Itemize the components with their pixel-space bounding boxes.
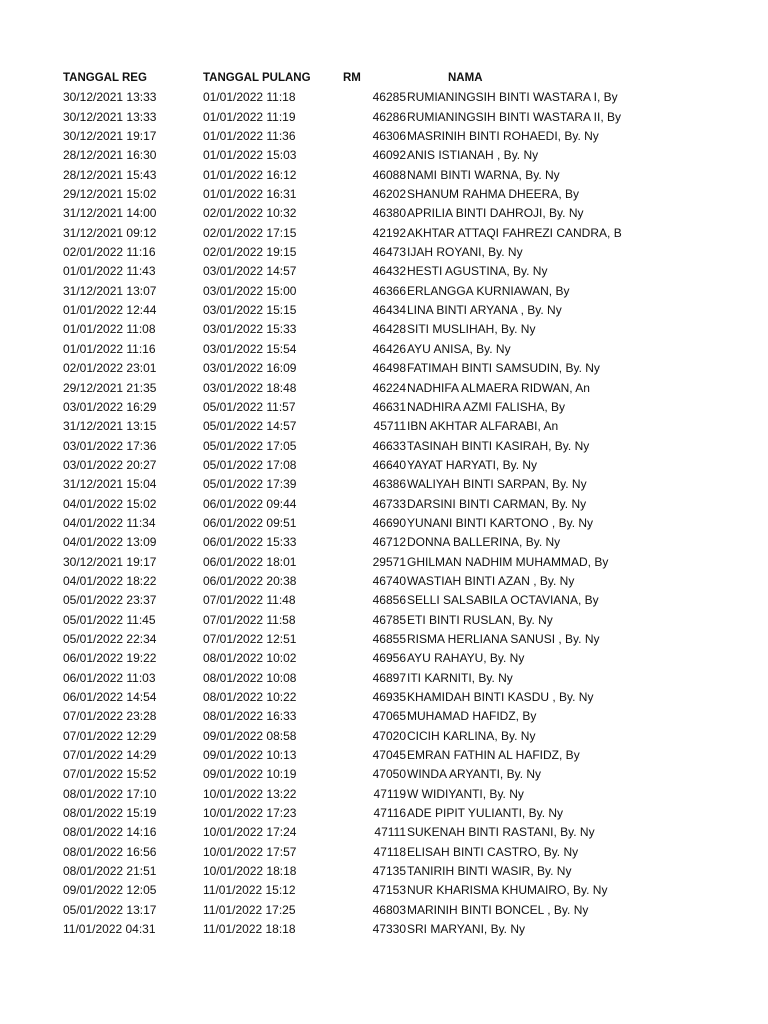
cell-tanggal-reg: 07/01/2022 15:52: [63, 767, 157, 782]
cell-tanggal-reg: 08/01/2022 16:56: [63, 844, 157, 859]
cell-tanggal-reg: 01/01/2022 11:16: [63, 341, 156, 356]
cell-rm: 47118: [373, 844, 406, 859]
cell-rm: 47050: [372, 767, 406, 782]
table-row: [0, 224, 768, 243]
table-row: [0, 475, 768, 494]
table-row: [0, 862, 768, 881]
table-row: [0, 282, 768, 301]
cell-rm: 46935: [372, 690, 406, 704]
table-row: [0, 688, 768, 707]
table-row: [0, 785, 768, 804]
cell-nama: AKHTAR ATTAQI FAHREZI CANDRA, B: [407, 225, 622, 240]
cell-nama: APRILIA BINTI DAHROJI, By. Ny: [407, 206, 584, 221]
cell-rm: 46428: [372, 322, 406, 337]
cell-tanggal-pulang: 05/01/2022 11:57: [203, 399, 296, 414]
cell-tanggal-pulang: 10/01/2022 17:57: [203, 844, 297, 859]
cell-rm: 46202: [372, 187, 406, 202]
table-row: [0, 514, 768, 533]
cell-tanggal-reg: 31/12/2021 13:07: [63, 283, 157, 298]
cell-tanggal-pulang: 03/01/2022 15:15: [203, 303, 297, 318]
table-row: [0, 707, 768, 726]
table-row: [0, 437, 768, 456]
column-header-tanggal-pulang: TANGGAL PULANG: [203, 72, 311, 84]
cell-tanggal-pulang: 05/01/2022 17:39: [203, 477, 297, 492]
table-row: [0, 823, 768, 842]
cell-tanggal-pulang: 01/01/2022 16:12: [203, 167, 297, 182]
cell-nama: ERLANGGA KURNIAWAN, By: [407, 283, 570, 298]
cell-tanggal-reg: 06/01/2022 11:03: [63, 670, 156, 685]
cell-rm: 46856: [372, 593, 406, 608]
table-row: [0, 243, 768, 262]
cell-nama: SITI MUSLIHAH, By. Ny: [407, 322, 536, 337]
patient-discharge-sheet: [0, 69, 768, 939]
table-row: [0, 649, 768, 668]
cell-tanggal-pulang: 05/01/2022 17:08: [203, 457, 297, 472]
table-row: [0, 340, 768, 359]
cell-nama: W WIDIYANTI, By. Ny: [407, 786, 524, 801]
cell-nama: SELLI SALSABILA OCTAVIANA, By: [407, 593, 599, 608]
cell-tanggal-pulang: 10/01/2022 18:18: [203, 864, 297, 879]
table-row: [0, 204, 768, 223]
table-body: [0, 88, 768, 939]
table-row: [0, 301, 768, 320]
table-row: [0, 765, 768, 784]
cell-tanggal-pulang: 11/01/2022 17:25: [203, 902, 296, 917]
cell-tanggal-reg: 04/01/2022 15:02: [63, 496, 157, 511]
cell-rm: 47065: [372, 709, 406, 724]
table-row: [0, 146, 768, 165]
cell-rm: 46631: [372, 399, 406, 414]
cell-tanggal-pulang: 01/01/2022 15:03: [203, 148, 297, 163]
cell-tanggal-reg: 08/01/2022 15:19: [63, 806, 157, 821]
header-row: [0, 69, 768, 88]
cell-nama: MARINIH BINTI BONCEL , By. Ny: [407, 902, 589, 917]
table-row: [0, 262, 768, 281]
cell-tanggal-reg: 05/01/2022 13:17: [63, 902, 157, 917]
cell-tanggal-reg: 03/01/2022 16:29: [63, 399, 157, 414]
cell-rm: 42192: [372, 225, 406, 240]
cell-tanggal-pulang: 03/01/2022 15:00: [203, 283, 297, 298]
cell-rm: 47020: [372, 728, 406, 743]
cell-tanggal-reg: 08/01/2022 17:10: [63, 786, 157, 801]
table-row: [0, 553, 768, 572]
cell-tanggal-reg: 06/01/2022 14:54: [63, 690, 157, 704]
cell-nama: RUMIANINGSIH BINTI WASTARA II, By: [407, 109, 622, 124]
cell-rm: 29571: [372, 554, 406, 569]
cell-nama: MUHAMAD HAFIDZ, By: [407, 709, 537, 724]
table-row: [0, 398, 768, 417]
cell-rm: 46740: [372, 573, 406, 588]
table-row: [0, 185, 768, 204]
cell-tanggal-reg: 28/12/2021 15:43: [63, 167, 157, 182]
cell-nama: SRI MARYANI, By. Ny: [407, 922, 526, 937]
cell-nama: DONNA BALLERINA, By. Ny: [407, 535, 561, 550]
cell-tanggal-pulang: 05/01/2022 14:57: [203, 419, 297, 434]
cell-rm: 46286: [372, 109, 406, 124]
cell-tanggal-pulang: 07/01/2022 12:51: [203, 631, 297, 646]
cell-nama: TANIRIH BINTI WASIR, By. Ny: [407, 864, 572, 879]
cell-tanggal-reg: 05/01/2022 23:37: [63, 593, 157, 608]
cell-tanggal-pulang: 03/01/2022 14:57: [203, 264, 297, 279]
table-row: [0, 533, 768, 552]
cell-tanggal-pulang: 01/01/2022 11:18: [203, 90, 296, 105]
cell-rm: 46733: [372, 496, 406, 511]
cell-tanggal-pulang: 10/01/2022 13:22: [203, 786, 297, 801]
table-row: [0, 108, 768, 127]
table-row: [0, 591, 768, 610]
cell-rm: 47135: [372, 864, 406, 879]
cell-tanggal-reg: 28/12/2021 16:30: [63, 148, 157, 163]
table-row: [0, 611, 768, 630]
cell-tanggal-reg: 02/01/2022 23:01: [63, 361, 157, 376]
cell-rm: 46432: [372, 264, 406, 279]
cell-tanggal-pulang: 09/01/2022 10:13: [203, 748, 297, 763]
cell-tanggal-reg: 31/12/2021 14:00: [63, 206, 157, 221]
cell-rm: 46434: [372, 303, 406, 318]
table-row: [0, 359, 768, 378]
cell-nama: RISMA HERLIANA SANUSI , By. Ny: [407, 631, 600, 646]
cell-tanggal-pulang: 01/01/2022 11:19: [203, 109, 296, 124]
cell-nama: ETI BINTI RUSLAN, By. Ny: [407, 612, 553, 627]
cell-rm: 47111: [374, 825, 406, 840]
cell-tanggal-reg: 31/12/2021 13:15: [63, 419, 157, 434]
cell-nama: KHAMIDAH BINTI KASDU , By. Ny: [407, 690, 594, 704]
cell-tanggal-reg: 30/12/2021 19:17: [63, 129, 157, 144]
cell-tanggal-pulang: 05/01/2022 17:05: [203, 438, 297, 453]
cell-tanggal-reg: 04/01/2022 13:09: [63, 535, 157, 550]
cell-rm: 46640: [372, 457, 406, 472]
cell-tanggal-reg: 03/01/2022 20:27: [63, 457, 157, 472]
cell-nama: YAYAT HARYATI, By. Ny: [407, 457, 538, 472]
cell-tanggal-reg: 08/01/2022 14:16: [63, 825, 157, 840]
column-header-tanggal-reg: TANGGAL REG: [63, 72, 147, 84]
cell-tanggal-pulang: 02/01/2022 17:15: [203, 225, 297, 240]
cell-tanggal-reg: 04/01/2022 18:22: [63, 573, 157, 588]
cell-tanggal-pulang: 07/01/2022 11:58: [203, 612, 296, 627]
cell-rm: 46712: [372, 535, 406, 550]
cell-rm: 46380: [372, 206, 406, 221]
cell-nama: ELISAH BINTI CASTRO, By. Ny: [407, 844, 579, 859]
cell-tanggal-reg: 29/12/2021 15:02: [63, 187, 157, 202]
table-row: [0, 901, 768, 920]
cell-nama: IJAH ROYANI, By. Ny: [407, 245, 523, 260]
cell-tanggal-pulang: 10/01/2022 17:24: [203, 825, 297, 840]
cell-nama: ADE PIPIT YULIANTI, By. Ny: [407, 806, 564, 821]
cell-tanggal-reg: 09/01/2022 12:05: [63, 883, 157, 898]
cell-tanggal-reg: 31/12/2021 09:12: [63, 225, 157, 240]
cell-rm: 46088: [372, 167, 406, 182]
cell-tanggal-pulang: 11/01/2022 15:12: [203, 883, 296, 898]
cell-tanggal-reg: 30/12/2021 13:33: [63, 90, 157, 105]
table-row: [0, 727, 768, 746]
cell-rm: 47153: [372, 883, 406, 898]
cell-tanggal-pulang: 08/01/2022 10:02: [203, 651, 297, 666]
cell-nama: WALIYAH BINTI SARPAN, By. Ny: [407, 477, 587, 492]
cell-tanggal-pulang: 11/01/2022 18:18: [203, 922, 296, 937]
cell-tanggal-pulang: 03/01/2022 16:09: [203, 361, 297, 376]
cell-rm: 46092: [372, 148, 406, 163]
cell-tanggal-reg: 08/01/2022 21:51: [63, 864, 157, 879]
cell-nama: AYU RAHAYU, By. Ny: [407, 651, 525, 666]
cell-rm: 46224: [372, 380, 406, 395]
cell-tanggal-reg: 06/01/2022 19:22: [63, 651, 157, 666]
cell-nama: NAMI BINTI WARNA, By. Ny: [407, 167, 560, 182]
table-row: [0, 881, 768, 900]
cell-tanggal-pulang: 01/01/2022 11:36: [203, 129, 296, 144]
cell-tanggal-pulang: 08/01/2022 10:08: [203, 670, 297, 685]
cell-rm: 46498: [372, 361, 406, 376]
cell-tanggal-reg: 01/01/2022 12:44: [63, 303, 157, 318]
column-header-nama: NAMA: [448, 72, 483, 84]
cell-tanggal-reg: 03/01/2022 17:36: [63, 438, 157, 453]
cell-nama: FATIMAH BINTI SAMSUDIN, By. Ny: [407, 361, 600, 376]
table-row: [0, 417, 768, 436]
cell-rm: 46785: [372, 612, 406, 627]
cell-nama: WINDA ARYANTI, By. Ny: [407, 767, 542, 782]
cell-tanggal-pulang: 06/01/2022 09:51: [203, 515, 297, 530]
cell-nama: ITI KARNITI, By. Ny: [407, 670, 513, 685]
cell-tanggal-pulang: 08/01/2022 16:33: [203, 709, 297, 724]
cell-nama: EMRAN FATHIN AL HAFIDZ, By: [407, 748, 580, 763]
cell-rm: 46633: [372, 438, 406, 453]
column-header-rm: RM: [343, 72, 361, 84]
cell-rm: 46473: [372, 245, 406, 260]
table-row: [0, 746, 768, 765]
table-row: [0, 166, 768, 185]
cell-nama: TASINAH BINTI KASIRAH, By. Ny: [407, 438, 590, 453]
cell-tanggal-pulang: 02/01/2022 10:32: [203, 206, 297, 221]
cell-nama: ANIS ISTIANAH , By. Ny: [407, 148, 539, 163]
cell-tanggal-pulang: 03/01/2022 15:33: [203, 322, 297, 337]
cell-tanggal-pulang: 06/01/2022 15:33: [203, 535, 297, 550]
cell-rm: 46426: [372, 341, 406, 356]
cell-nama: NUR KHARISMA KHUMAIRO, By. Ny: [407, 883, 608, 898]
cell-rm: 46285: [372, 90, 406, 105]
table-row: [0, 843, 768, 862]
cell-nama: MASRINIH BINTI ROHAEDI, By. Ny: [407, 129, 599, 144]
table-row: [0, 920, 768, 939]
cell-rm: 47119: [373, 786, 406, 801]
cell-nama: HESTI AGUSTINA, By. Ny: [407, 264, 548, 279]
cell-nama: GHILMAN NADHIM MUHAMMAD, By: [407, 554, 609, 569]
cell-tanggal-reg: 11/01/2022 04:31: [63, 922, 156, 937]
cell-tanggal-pulang: 06/01/2022 20:38: [203, 573, 297, 588]
cell-rm: 46386: [372, 477, 406, 492]
cell-tanggal-reg: 02/01/2022 11:16: [63, 245, 156, 260]
cell-tanggal-reg: 07/01/2022 14:29: [63, 748, 157, 763]
cell-rm: 46366: [372, 283, 406, 298]
table-row: [0, 127, 768, 146]
cell-tanggal-reg: 01/01/2022 11:43: [63, 264, 156, 279]
table-row: [0, 572, 768, 591]
table-row: [0, 669, 768, 688]
cell-nama: NADHIRA AZMI FALISHA, By: [407, 399, 566, 414]
cell-tanggal-pulang: 06/01/2022 18:01: [203, 554, 297, 569]
cell-rm: 46855: [372, 631, 406, 646]
cell-tanggal-reg: 07/01/2022 23:28: [63, 709, 157, 724]
table-row: [0, 630, 768, 649]
cell-tanggal-reg: 31/12/2021 15:04: [63, 477, 157, 492]
cell-tanggal-pulang: 07/01/2022 11:48: [203, 593, 296, 608]
cell-nama: YUNANI BINTI KARTONO , By. Ny: [407, 515, 594, 530]
cell-nama: IBN AKHTAR ALFARABI, An: [407, 419, 559, 434]
cell-tanggal-reg: 04/01/2022 11:34: [63, 515, 156, 530]
cell-nama: WASTIAH BINTI AZAN , By. Ny: [407, 573, 575, 588]
cell-tanggal-pulang: 03/01/2022 15:54: [203, 341, 297, 356]
cell-tanggal-reg: 01/01/2022 11:08: [63, 322, 156, 337]
cell-nama: RUMIANINGSIH BINTI WASTARA I, By: [407, 90, 618, 105]
cell-rm: 45711: [373, 419, 406, 434]
cell-rm: 47116: [373, 806, 406, 821]
cell-tanggal-pulang: 02/01/2022 19:15: [203, 245, 297, 260]
cell-nama: AYU ANISA, By. Ny: [407, 341, 511, 356]
cell-tanggal-pulang: 03/01/2022 18:48: [203, 380, 297, 395]
cell-tanggal-pulang: 09/01/2022 08:58: [203, 728, 297, 743]
cell-tanggal-pulang: 09/01/2022 10:19: [203, 767, 297, 782]
cell-tanggal-reg: 05/01/2022 22:34: [63, 631, 157, 646]
cell-tanggal-reg: 05/01/2022 11:45: [63, 612, 156, 627]
cell-nama: SUKENAH BINTI RASTANI, By. Ny: [407, 825, 595, 840]
cell-tanggal-pulang: 06/01/2022 09:44: [203, 496, 297, 511]
table-row: [0, 88, 768, 107]
table-row: [0, 804, 768, 823]
cell-rm: 47330: [372, 922, 406, 937]
cell-nama: SHANUM RAHMA DHEERA, By: [407, 187, 580, 202]
cell-nama: LINA BINTI ARYANA , By. Ny: [407, 303, 562, 318]
cell-nama: CICIH KARLINA, By. Ny: [407, 728, 536, 743]
cell-rm: 47045: [372, 748, 406, 763]
cell-tanggal-reg: 29/12/2021 21:35: [63, 380, 157, 395]
cell-rm: 46690: [372, 515, 406, 530]
table-row: [0, 495, 768, 514]
cell-tanggal-reg: 07/01/2022 12:29: [63, 728, 157, 743]
cell-rm: 46897: [372, 670, 406, 685]
cell-tanggal-pulang: 01/01/2022 16:31: [203, 187, 297, 202]
table-row: [0, 456, 768, 475]
cell-tanggal-reg: 30/12/2021 13:33: [63, 109, 157, 124]
cell-nama: NADHIFA ALMAERA RIDWAN, An: [407, 380, 590, 395]
cell-rm: 46956: [372, 651, 406, 666]
table-row: [0, 320, 768, 339]
table-row: [0, 379, 768, 398]
cell-tanggal-reg: 30/12/2021 19:17: [63, 554, 157, 569]
cell-rm: 46803: [372, 902, 406, 917]
cell-tanggal-pulang: 08/01/2022 10:22: [203, 690, 297, 704]
cell-nama: DARSINI BINTI CARMAN, By. Ny: [407, 496, 587, 511]
cell-rm: 46306: [372, 129, 406, 144]
cell-tanggal-pulang: 10/01/2022 17:23: [203, 806, 297, 821]
